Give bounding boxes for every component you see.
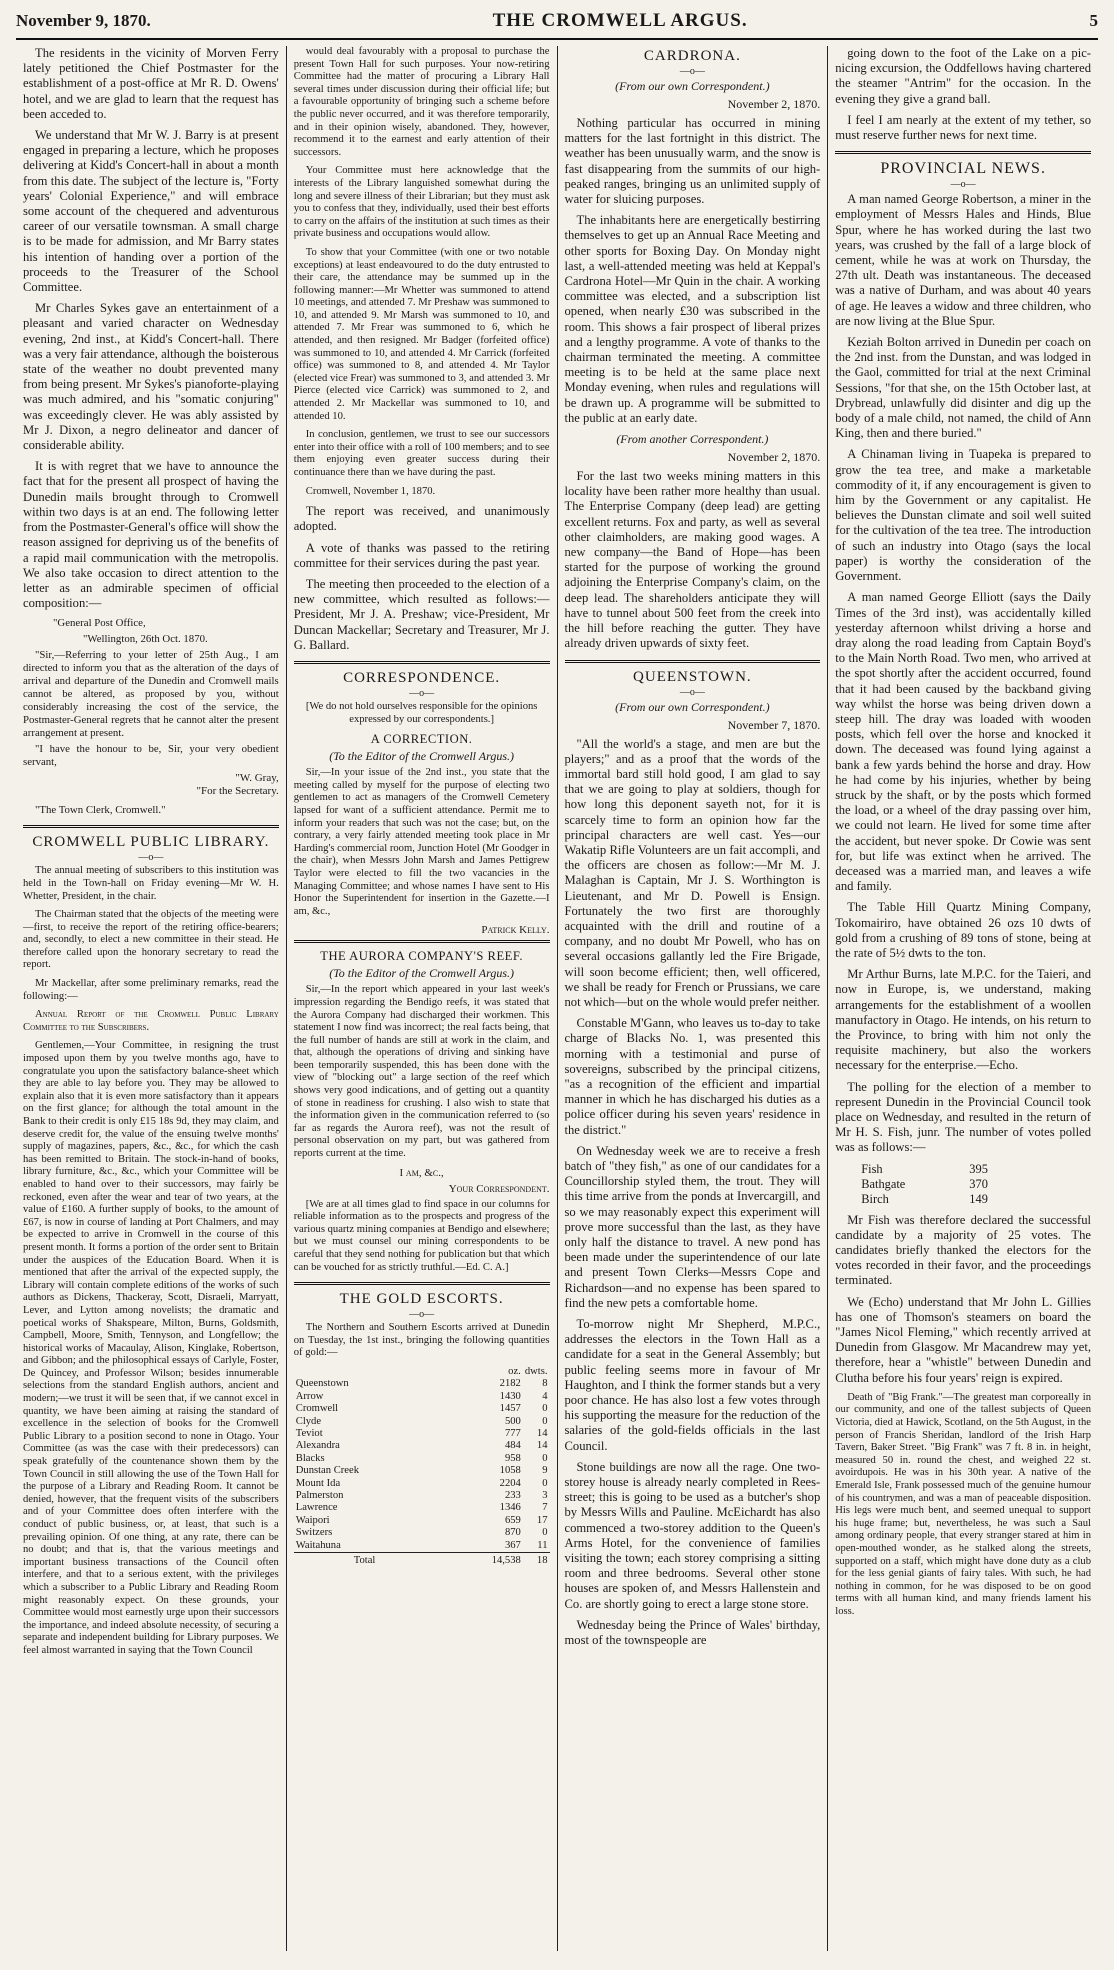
news-item: The report was received, and unanimously adopted.	[293, 504, 550, 534]
news-item: Nothing particular has occurred in mining matters for the last fortnight in this district. The weather has been unusually warm, and the snow is fast disappearing from the summits of our high-peaked ranges, bringing us an unlimited supply of water for sluicing purposes.	[564, 116, 821, 207]
table-row	[294, 1428, 550, 1440]
letter-body: Sir,—In your issue of the 2nd inst., you state that the meeting called by myself for the purpose of electing two gentlemen to act as managers of the Cromwell Cemetery lapsed for want of a sufficient attendance. Permit me to inform your readers that such was not the case; but, on the contrary, a very fairly attended meeting took place in Mr Harding's commercial room, Junction Hotel (Mr Goodger in the chair), when Messrs John Marsh and James Pettigrew Taylor were elected to fill the two vacancies in the Managing Committee; and whose names I have sent to His Honor the Superintendent for insertion in the Gazette.—I am, &c.,	[293, 767, 550, 917]
column-4	[828, 46, 1098, 1951]
cell-oz: 367	[504, 1539, 521, 1551]
table-row	[294, 1465, 550, 1477]
table-row	[294, 1540, 550, 1553]
editor-note: [We are at all times glad to find space in our columns for reliable information as to the prospects and progress of the various quartz mining companies at Bendigo and elsewhere; but we must counsel our mining correspondents to be careful that they send nothing for publication but that which can be vouched for as strictly truthful.—Ed. C. A.]	[293, 1198, 550, 1273]
cell-place: Alexandra	[295, 1440, 340, 1452]
letter-heading: "General Post Office,	[53, 617, 146, 630]
table-row	[294, 1440, 550, 1452]
section-heading: CROMWELL PUBLIC LIBRARY.	[23, 825, 279, 851]
report-body: To show that your Committee (with one or two notable exceptions) at least endeavoured to do the duty entrusted to their care, the attendance may be summed up in the following manner:—Mr Whetter was summoned to attend 10 meetings, and attended 7. Mr Preshaw was summoned to 10, and attended 9. Mr Marsh was summoned to 10, and attended 7. Mr Frear was summoned to 6, which he attended, and then resigned. Mr Badger (forfeited office) was summoned to 10, and attended 4. Mr Carrick (forfeited office) was summoned to 8, and attended 4. Mr Taylor (elected vice Frear) was summoned to 3, and attended 3. Mr Pierce (elected vice Carrick) was summoned to 2, and attended 2. Mr Mackellar was summoned to 10, and attended 10.	[293, 246, 550, 422]
cell-place: Arrow	[295, 1390, 324, 1402]
news-item: going down to the foot of the Lake on a pic-nicing excursion, the Oddfellows having chartered the steamer "Antrim" for the occasion. In the evening they give a grand ball.	[835, 46, 1091, 106]
cell-place: Mount Ida	[295, 1477, 341, 1489]
table-row	[294, 1515, 550, 1527]
news-item: Death of "Big Frank."—The greatest man corporeally in our community, and one of the tallest subjects of Queen Victoria, died at Hawick, Scotland, on the 5th August, in the person of Francis Sheridan, landlord of the Irish Harp Tavern, Baker Street. "Big Frank" was 7 ft. 8 in. in height, measured 50 in. round the chest, and weighed 22 st. avoirdupois. He was in his 30th year. A native of the Emerald Isle, Frank possessed much of the genuine humour of his countrymen, and was a man of peaceable disposition. His legs were much bent, and seemed unequal to support his huge frame; but, nevertheless, he was such a Saul among ordinary people, that every stranger stared at him in open-mouthed wonder, as he stalked along the streets, supported on a staff, which might have done duty as a club for the less genial giants of fairy tales. With such, he had nothing in common, for he was disposed to be on good terms with all human kind, and many friends lament his loss.	[835, 1391, 1091, 1617]
column-1	[16, 46, 287, 1951]
table-row	[294, 1403, 550, 1415]
total-oz: 14,538	[481, 1553, 523, 1568]
table-row	[294, 1478, 550, 1490]
cell-dwts: 17	[536, 1514, 548, 1526]
news-item: Mr Arthur Burns, late M.P.C. for the Taieri, and now in Europe, is, we understand, making arrangements for the establishment of a woollen manufactory in Otago. He intends, on his return to the Province, to bring with him not only the requisite machinery, but also the workers necessary for the enterprise.—Echo.	[835, 967, 1091, 1073]
vote-count: 370	[969, 1176, 988, 1191]
separator: —o—	[679, 66, 705, 77]
news-item: Constable M'Gann, who leaves us to-day to take charge of Blacks No. 1, was presented this morning with a testimonial and purse of sovereigns, subscribed by the principal citizens, "as a recognition of the efficient and impartial manner in which he has discharged his duties as a police officer during his seven years' residence in the district."	[564, 1016, 821, 1137]
newspaper-title: THE CROMWELL ARGUS.	[492, 10, 748, 31]
letter-signature: "W. Gray, "For the Secretary.	[196, 772, 279, 798]
report-date: Cromwell, November 1, 1870.	[305, 485, 436, 497]
cell-oz: 2182	[499, 1378, 521, 1390]
news-item: On Wednesday week we are to receive a fresh batch of "they fish," as one of our candidates for a Councillorship styled them, the trout. They will this time arrive from the ponds at Invercargill, and so we may reasonably expect this experiment will prove more successful than the last, as they have only half the distance to travel. A new pond has been made under the superintendence of our late and present Town Clerks—Messrs Cope and Richardson—and no expense has been spared to find the new pets a comfortable home.	[564, 1143, 821, 1310]
cell-oz: 777	[504, 1428, 521, 1440]
letter-body: Sir,—In the report which appeared in your last week's impression regarding the Bendigo reefs, it was stated that the Aurora Company had discharged their workmen. This statement I now find was incorrect; the real facts being, that the full number of hands are still at work in the claim, and that, although the operations of driving and sinking have been temporarily suspended, this has been done with the view of "blocking out" a large section of the reef which shows very good indications, and of getting out a quantity of stone in readiness for crushing. I also wish to state that the information given in the communication referred to (so far as regards the Aurora reef), was not the result of personal observation on my part, but was gathered from reports current at the time.	[293, 984, 550, 1160]
letter-close: I am, &c.,	[399, 1166, 444, 1179]
cell-dwts: 14	[536, 1428, 548, 1440]
news-item: The residents in the vicinity of Morven Ferry lately petitioned the Chief Postmaster for the establishment of a post-office at Mr R. D. Owens' hotel, and we are glad to learn that the request has been acceded to.	[23, 46, 279, 121]
correspondent-line: (From our own Correspondent.)	[615, 79, 770, 93]
cell-place: Dunstan Creek	[295, 1465, 360, 1477]
cell-place: Teviot	[295, 1428, 323, 1440]
section-heading: QUEENSTOWN.	[565, 660, 821, 686]
news-item: A man named George Robertson, a miner in the employment of Messrs Hales and Hinds, Blue Spur, where he has worked during the last two years, was crushed by the fall of a large block of cement, while he was at work on Thursday, the 27th ult. Death was instantaneous. The deceased was a native of Durham, and was about 40 years of age. He leaves a widow and three children, who are now living at the Blue Spur.	[835, 192, 1091, 328]
cell-dwts: 3	[542, 1490, 548, 1502]
news-item: To-morrow night Mr Shepherd, M.P.C., addresses the electors in the Town Hall as a candidate for a seat in the General Assembly; but public feeling seems more in favour of Mr Haughton, and I think the former stands but a very poor chance. He has also lost a few votes through his supporting the measure for the reduction of the salaries of the gold-fields officials in the last Council.	[564, 1317, 821, 1453]
letter-title: A CORRECTION.	[370, 732, 473, 747]
poll-row	[857, 1192, 992, 1207]
page-number: 5	[1089, 11, 1098, 30]
news-item: The polling for the election of a member to represent Dunedin in the Provincial Council took place on Wednesday, and resulted in the return of Mr H. S. Fish, junr. The number of votes polled was as follows:—	[835, 1079, 1091, 1155]
news-item: Mr Mackellar, after some preliminary remarks, read the following:—	[23, 978, 279, 1002]
cell-dwts: 14	[536, 1440, 548, 1452]
poll-results-table	[857, 1162, 992, 1207]
cell-place: Palmerston	[295, 1490, 344, 1502]
news-item: The Table Hill Quartz Mining Company, Tokomairiro, have obtained 26 ozs 10 dwts of gold from a crushing of 89 tons of stone, being at the rate of 5½ dwts to the ton.	[835, 900, 1091, 960]
news-item: For the last two weeks mining matters in this locality have been rather more healthy than usual. The Enterprise Company (deep lead) are getting excellent returns. Fox and party, as well as several other claimholders, are making good wages. A new company—the Band of Hope—has been started for the purpose of working the ground adjoining the Enterprise Company's claim, on the deep lead. The shareholders anticipate they will have to tunnel about 500 feet from the creek into the hill before reaching the gutter. They have already driven upwards of sixty feet.	[564, 469, 821, 651]
correspondent-line: (From another Correspondent.)	[616, 432, 769, 447]
news-item: The annual meeting of subscribers to this institution was held in the Town-hall on Friday evening—Mr W. H. Whetter, President, in the chair.	[23, 865, 279, 902]
cell-dwts: 4	[542, 1390, 548, 1402]
report-title: Annual Report of the Cromwell Public Library Committee to the Subscribers.	[23, 1009, 279, 1033]
news-item: The meeting then proceeded to the election of a new committee, which resulted as follows:—President, Mr J. A. Preshaw; vice-President, Mr Duncan Mackellar; Secretary and Treasurer, Mr J. G. Ballard.	[293, 577, 550, 652]
cell-dwts: 0	[542, 1403, 548, 1415]
news-item: It is with regret that we have to announce the fact that for the present all prospect of having the Dunedin mails brought through to Cromwell within two days is at an end. The following letter from the Postmaster-General's office will show the reason assigned for depriving us of the benefits of a rapid mail communication with the metropolis. We also take occasion to direct attention to the letter as an admirable specimen of official composition:—	[23, 459, 279, 611]
report-body: Your Committee must here acknowledge that the interests of the Library languished somewhat during the long and severe illness of their Librarian; but they must ask you to confess that they, individually, used their best efforts to carry on the affairs of the institution at such times as their private business and occupations would allow.	[293, 165, 550, 240]
separator: —o—	[138, 852, 164, 864]
cell-place: Clyde	[295, 1415, 322, 1427]
letter-addressee: "The Town Clerk, Cromwell."	[35, 804, 166, 817]
news-item: The Chairman stated that the objects of the meeting were—first, to receive the report of the retiring office-bearers; and, secondly, to elect a new committee in their stead. He therefore called upon the honorary secretary to read the report.	[23, 909, 279, 971]
letter-title: THE AURORA COMPANY'S REEF.	[294, 940, 550, 964]
dateline: November 7, 1870.	[727, 717, 821, 732]
letter-signature: Your Correspondent.	[448, 1182, 550, 1195]
total-label: Total	[294, 1553, 481, 1568]
letter-body: "Sir,—Referring to your letter of 25th Aug., I am directed to inform you that as the alteration of the days of arrival and departure of the Dunedin and Cromwell mails cannot be altered, as proposed by you, without considerably increasing the cost of the service, the Postmaster-General regrets that he cannot alter the present arrangement at present.	[23, 649, 279, 740]
columns	[16, 46, 1098, 1951]
table-row	[294, 1378, 550, 1390]
news-item: A man named George Elliott (says the Daily Times of the 3rd inst), was accidentally killed yesterday afternoon whilst driving a horse and dray along the road leading from Captain Boyd's to the Main North Road. Two men, who arrived at the spot shortly after the accident occurred, found that it had been caused by the backband giving way whilst the horse was being driven down a steep hill. The dray was loaded with wooden posts, which fell over the horse and knocked it down. The deceased was found lying against a bank a few yards behind the horse and dray. How he had come by his injuries, whether by being struck by the shaft, or by the posts which formed the load, or a wheel of the dray passing over him, we could not learn. He lived for some time after the accident, but never spoke. Dr Cowie was sent for, but life was extinct when he arrived. The deceased was a married man, and leaves a wife and family.	[835, 590, 1091, 894]
letter-addressee: (To the Editor of the Cromwell Argus.)	[329, 966, 515, 981]
news-item: Mr Fish was therefore declared the successful candidate by a majority of 25 votes. The candidates briefly thanked the electors for the votes recorded in their favor, and the proceedings terminated.	[835, 1212, 1091, 1288]
table-row	[294, 1502, 550, 1514]
table-row	[294, 1416, 550, 1428]
news-item: The Northern and Southern Escorts arrived at Dunedin on Tuesday, the 1st inst., bringing the following quantities of gold:—	[293, 1322, 550, 1359]
cell-place: Lawrence	[295, 1502, 338, 1514]
news-item: I feel I am nearly at the extent of my tether, so must reserve further news for next time.	[835, 112, 1091, 143]
cell-oz: 1058	[499, 1465, 521, 1477]
report-body: would deal favourably with a proposal to purchase the present Town Hall for such purposes. Your now-retiring Committee had the matter of procuring a Library Hall several times under discussion during their official life; but a favourable opportunity of bringing such a scheme before the public never occurred, and it was therefore temporarily, and in their opinion wisely, abandoned. They, however, recommend it to the earnest and early attention of their successors.	[293, 46, 550, 158]
section-heading: THE GOLD ESCORTS.	[294, 1282, 550, 1308]
cell-oz: 233	[504, 1490, 521, 1502]
letter-addressee: (To the Editor of the Cromwell Argus.)	[329, 749, 515, 764]
candidate-name: Bathgate	[861, 1176, 906, 1191]
cell-oz: 1430	[499, 1390, 521, 1402]
section-heading: CORRESPONDENCE.	[294, 661, 550, 687]
report-body: Gentlemen,—Your Committee, in resigning the trust imposed upon them by you twelve months ago, have to congratulate you upon the satisfactory balance-sheet which they are able to lay before you. They may be allowed to explain also that it is even more satisfactory than it appears on the first glance; for although the total amount in the Bank to their credit is only £15 18s 9d, they may claim, and deserve credit for, the value of the ensuing twelve months' supply of magazines, papers, &c., &c., for which the cash has been remitted to Britain. The stock-in-hand of books, library furniture, &c., &c., which your Committee will be enabled to hand over to their successors, may fairly be reckoned, even after the wear and tear of two years, at the value of £160. A further supply of books, to the amount of £67, is now in course of landing at Port Chalmers, and may be expected to arrive in Cromwell in the course of this present month. It forms a portion of the order sent to Britain under the auspices of the Education Board. When it is mentioned that after the arrival of the expected supply, the Library will contain complete editions of the works of such authors as Dickens, Thackeray, Scott, Disraeli, Marryatt, Lever, and Lytton among novelists; the dramatic and poetical works of Shakspeare, Milton, Burns, Goldsmith, Campbell, Moore, Smith, Tennyson, and Longfellow; the historical works of Macaulay, Alison, Kinglake, Robertson, and Gibbon; and the philosophical essays of Carlyle, Foster, De Quincey, and Professor Wilson; besides innumerable selections from the standard English authors, ancient and modern;—we trust it will be seen that, if we cannot excel in quantity, we have been aiming at raising the standard of excellence in the selection of books for the Cromwell Public Library to a position second to none in Otago. Your Committee (as was the case with their predecessors) can speak gratefully of the countenance shown them by the Town Council in still allowing the use of the Town Hall for the purpose of a Library and Reading Room. It cannot be denied, however, that the frequent visits of the subscribers and of your Committee does often interfere with the conduct of public business, or, at least, that such is a prevailing opinion. Of one thing, at any rate, there can be no doubt; and that is, that the various meetings and important business transactions of the Council often interfere, and that to a serious extent, with the privileges which a subscriber to a Public Library and Reading Room might reasonably expect. On these grounds, your Committee would most earnestly urge upon their successors the importance, and indeed absolute necessity, of securing a separate and independent building for Library purposes. We feel almost warranted in saying that the Town Council	[23, 1040, 279, 1656]
separator: —o—	[409, 688, 435, 700]
cell-oz: 659	[504, 1514, 521, 1526]
separator: —o—	[679, 686, 705, 698]
news-item: We understand that Mr W. J. Barry is at present engaged in preparing a lecture, which he proposes delivering at Kidd's Concert-hall in about a month from this date. The subject of the lecture is, "Forty years' Colonial Experience," and will embrace some account of the chequered and adventurous career of our versatile townsman. A small charge is to be made for admission, and Mr Barry states his intention of handing over a portion of the proceeds to the Treasurer of the School Committee.	[23, 128, 279, 295]
news-item: "All the world's a stage, and men are but the players;" and as a proof that the words of the immortal bard still hold good, I am glad to say that we are going to play at soldiers, though for how long this deponent sayeth not, for it is scarcely time to form an opinion how far the principal characters are well cast. Yes—our Wakatip Rifle Volunteers are un fait accompli, and the officers are chosen as follow:—Mr M. J. Malaghan is Captain, Mr J. S. Worthington is Lieutenant, and Mr D. Powell is Ensign. Fortunately the two first are thoroughly acquainted with the drill and routine of a company, and no doubt Mr Powell, who has on several occasions gallantly led the Fire Brigade, will soon become efficient; then, well officered, we shall be ready for French or Prussians, we care not which—but on the whole would prefer neither.	[564, 736, 821, 1009]
candidate-name: Birch	[861, 1191, 889, 1206]
cell-dwts: 0	[542, 1415, 548, 1427]
news-item: A Chinaman living in Tuapeka is prepared to grow the tea tree, and make a marketable commodity of it, if any encouragement is given to him by the Government or any capitalist. He believes the Dunstan climate and soil well suited for the cultivation of the tea tree. The introduction of such an industry into Otago (says the local paper) is worthy the consideration of the Government.	[835, 447, 1091, 584]
cell-oz: 1457	[499, 1403, 521, 1415]
cell-place: Waitahuna	[295, 1539, 341, 1551]
news-item: Mr Charles Sykes gave an entertainment of a pleasant and varied character on Wednesday evening, 2nd inst., at Kidd's Concert-hall. There was a very fair attendance, although the boisterous state of the weather no doubt prevented many from being present. Mr Sykes's pianoforte-playing was much admired, and his "somatic conjuring" was exceedingly clever. He was ably assisted by Mr J. Dixon, a negro delineator and dancer of considerable ability.	[23, 301, 279, 453]
news-item: A vote of thanks was passed to the retiring committee for their services during the past year.	[293, 540, 550, 570]
cell-oz: 500	[504, 1415, 521, 1427]
section-heading: CARDRONA.	[643, 48, 741, 64]
cell-place: Switzers	[295, 1527, 333, 1539]
correspondent-line: (From our own Correspondent.)	[615, 699, 770, 714]
cell-dwts: 8	[542, 1378, 548, 1390]
news-item: Wednesday being the Prince of Wales' birthday, most of the townspeople are	[564, 1617, 821, 1648]
cell-dwts: 0	[542, 1452, 548, 1464]
cell-place: Waipori	[295, 1514, 330, 1526]
table-total-row	[294, 1553, 550, 1568]
cell-place: Queenstown	[295, 1378, 349, 1390]
cell-oz: 870	[504, 1527, 521, 1539]
poll-row	[857, 1177, 992, 1192]
cell-oz: 958	[504, 1452, 521, 1464]
issue-date: November 9, 1870.	[16, 11, 151, 30]
masthead	[16, 10, 1098, 40]
table-row	[294, 1527, 550, 1539]
candidate-name: Fish	[861, 1161, 883, 1176]
vote-count: 149	[969, 1191, 988, 1206]
gold-escort-table	[294, 1366, 550, 1568]
letter-place: "Wellington, 26th Oct. 1870.	[83, 633, 208, 646]
table-header-row: oz. dwts.	[508, 1365, 548, 1377]
section-heading: PROVINCIAL NEWS.	[835, 151, 1091, 178]
table-row	[294, 1453, 550, 1465]
letter-close: "I have the honour to be, Sir, your very obedient servant,	[23, 743, 279, 769]
table-row	[294, 1490, 550, 1502]
cell-oz: 484	[504, 1440, 521, 1452]
cell-dwts: 0	[542, 1477, 548, 1489]
cell-dwts: 9	[542, 1465, 548, 1477]
poll-row	[857, 1162, 992, 1177]
cell-place: Cromwell	[295, 1403, 339, 1415]
letter-signature: Patrick Kelly.	[481, 924, 550, 937]
cell-dwts: 0	[542, 1527, 548, 1539]
cell-oz: 1346	[499, 1502, 521, 1514]
cell-dwts: 11	[537, 1539, 548, 1551]
news-item: The inhabitants here are energetically bestirring themselves to get up an Annual Race Meeting and other sports for Boxing Day. On Monday night last, a well-attended meeting was held at Keppal's Cardrona Hotel—Mr Quin in the chair. A working committee was elected, and a subscription list opened, when nearly £30 was subscribed in the room. This shows a fair prospect of liberal prizes and a lengthy programme. A vote of thanks to the chairman terminated the meeting. A committee meeting is to be held at the same place next Monday evening, when rules and regulations will be drawn up. A programme will be submitted to the public at an early date.	[564, 213, 821, 425]
report-body: In conclusion, gentlemen, we trust to see our successors enter into their office with a roll of 100 members; and to see them enjoying even greater success during their continuance there than we have during the past.	[293, 429, 550, 478]
dateline: November 2, 1870.	[727, 450, 821, 465]
news-item: Stone buildings are now all the rage. One two-storey house is already nearly completed in Rees-street; this is going to be used as a butcher's shop by Messrs Wills and Pauline. McEichardt has also commenced a two-storey addition to the Queen's Arms Hotel, for the convenience of families visiting the town; each storey comprising a sitting room and three bedrooms. Several other stone houses are spoken of, and Messrs Hallenstein and Co. are shortly going to erect a large stone store.	[564, 1459, 821, 1611]
column-2	[287, 46, 558, 1951]
editor-note: [We do not hold ourselves responsible for the opinions expressed by our correspondents.]	[305, 701, 538, 725]
cell-oz: 2204	[499, 1477, 521, 1489]
news-item: Keziah Bolton arrived in Dunedin per coach on the 2nd inst. from the Dunstan, and was lodged in the Gaol, committed for trial at the next Criminal Sessions, "for that she, on the 15th October last, at Drybread, unlawfully did disinter and dig up the body of a male child, not named, the child of Ann King, then and there buried."	[835, 335, 1091, 441]
total-dwts: 18	[523, 1553, 550, 1568]
separator: —o—	[950, 179, 976, 191]
cell-place: Blacks	[295, 1452, 325, 1464]
dateline: November 2, 1870.	[727, 97, 821, 111]
column-3	[558, 46, 829, 1951]
news-item: We (Echo) understand that Mr John L. Gillies has one of Thomson's steamers on board the "James Nicol Fleming," which recently arrived at Dunedin from Glasgow. Mr Macandrew may yet, therefore, hear a "whistle" between Dunedin and Clutha before his four years' reign is expired.	[835, 1294, 1091, 1385]
vote-count: 395	[969, 1161, 988, 1176]
cell-dwts: 7	[542, 1502, 548, 1514]
table-row	[294, 1391, 550, 1403]
separator: —o—	[409, 1309, 435, 1321]
